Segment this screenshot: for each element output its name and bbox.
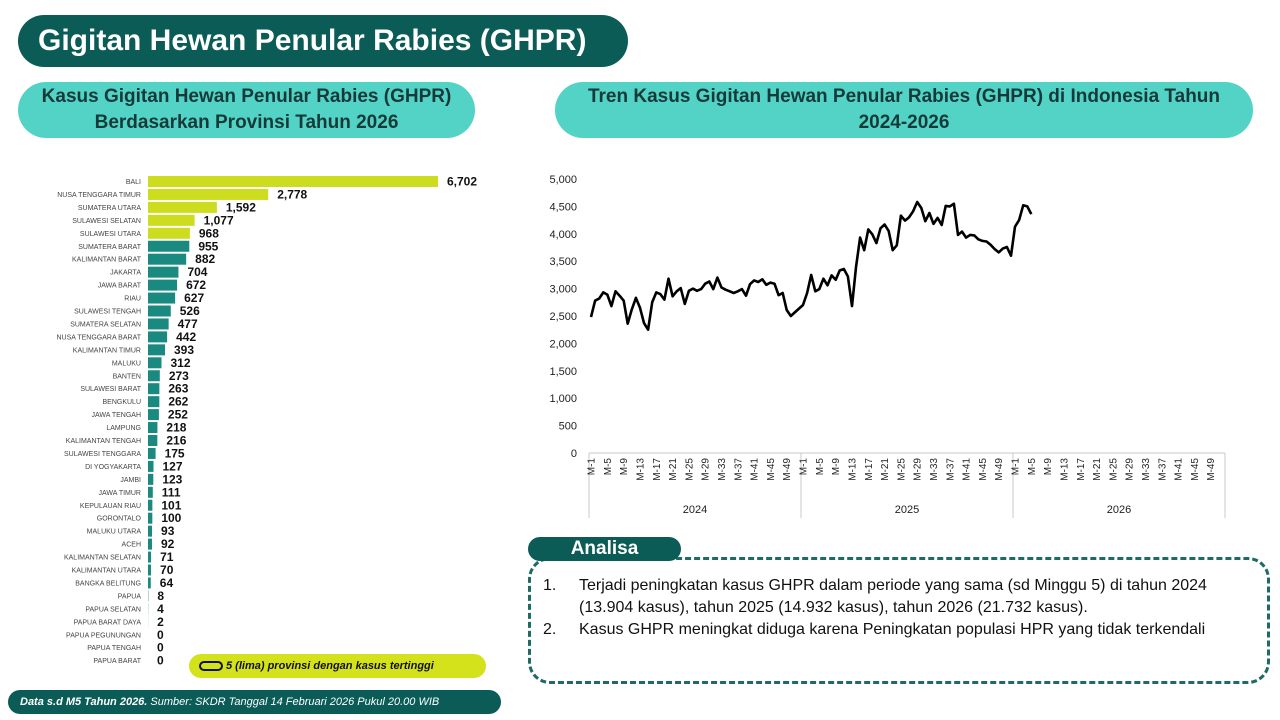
value-label: 1,077 xyxy=(203,213,234,228)
y-tick-label: 2,500 xyxy=(549,311,577,323)
province-label: SUMATERA SELATAN xyxy=(70,321,141,329)
province-bar xyxy=(148,577,151,588)
province-bar xyxy=(148,565,151,576)
page-title: Gigitan Hewan Penular Rabies (GHPR) xyxy=(18,15,628,67)
province-label: PAPUA SELATAN xyxy=(85,606,141,614)
footer-source xyxy=(8,690,501,714)
province-bar xyxy=(148,215,195,226)
footer-data-note: Data s.d M5 Tahun 2026. xyxy=(20,696,148,708)
value-label: 100 xyxy=(161,511,182,526)
value-label: 0 xyxy=(157,653,164,668)
province-bar xyxy=(148,318,169,329)
x-tick-label: M-21 xyxy=(668,458,680,481)
province-label: JAMBI xyxy=(120,476,141,484)
value-label: 526 xyxy=(179,304,200,318)
x-tick-label: M-25 xyxy=(1108,458,1120,481)
year-label: 2025 xyxy=(894,504,920,516)
value-label: 312 xyxy=(170,355,191,370)
province-bar xyxy=(148,176,438,187)
value-label: 627 xyxy=(184,291,205,306)
province-label: SULAWESI SELATAN xyxy=(72,217,141,225)
y-tick-label: 4,000 xyxy=(549,228,577,241)
province-label: SULAWESI TENGAH xyxy=(74,308,141,316)
province-label: KALIMANTAN UTARA xyxy=(71,567,141,575)
trend-line-series xyxy=(591,202,1031,330)
province-label: ACEH xyxy=(121,541,141,549)
legend xyxy=(189,654,486,678)
province-label: KALIMANTAN SELATAN xyxy=(63,554,141,562)
province-bar xyxy=(148,526,152,537)
province-bar xyxy=(148,280,177,291)
province-bar xyxy=(148,254,186,265)
x-tick-label: M-37 xyxy=(1157,458,1169,481)
value-label: 71 xyxy=(160,550,174,565)
trend-line-chart xyxy=(530,160,1250,540)
x-tick-label: M-5 xyxy=(814,458,826,476)
x-tick-label: M-13 xyxy=(635,458,647,481)
x-tick-label: M-21 xyxy=(880,458,892,481)
value-label: 2 xyxy=(157,614,164,629)
province-label: GORONTALO xyxy=(96,515,141,523)
province-label: DI YOGYAKARTA xyxy=(85,463,141,471)
x-tick-label: M-13 xyxy=(1059,458,1071,481)
x-tick-label: M-25 xyxy=(896,458,908,481)
analysis-list xyxy=(543,575,1255,641)
province-bar xyxy=(148,474,153,485)
x-tick-label: M-45 xyxy=(765,458,777,481)
province-label: PAPUA BARAT DAYA xyxy=(73,619,141,627)
value-label: 101 xyxy=(161,498,182,513)
x-tick-label: M-17 xyxy=(863,458,875,481)
province-label: KALIMANTAN BARAT xyxy=(72,256,141,264)
province-bar xyxy=(148,189,268,200)
province-bar xyxy=(148,396,159,407)
value-label: 672 xyxy=(186,278,207,293)
value-label: 393 xyxy=(174,342,195,357)
x-tick-label: M-41 xyxy=(749,458,761,481)
value-label: 70 xyxy=(160,563,174,577)
province-label: NUSA TENGGARA TIMUR xyxy=(57,191,141,199)
x-tick-label: M-29 xyxy=(1124,458,1136,481)
province-label: MALUKU UTARA xyxy=(86,528,141,536)
x-tick-label: M-49 xyxy=(994,458,1006,481)
value-label: 127 xyxy=(162,459,183,474)
x-tick-label: M-45 xyxy=(977,458,989,481)
province-bar xyxy=(148,331,167,342)
province-chart-title: Kasus Gigitan Hewan Penular Rabies (GHPR) Berdasarkan Provinsi Tahun 2026 xyxy=(18,82,475,138)
province-bar xyxy=(148,383,159,394)
province-bar xyxy=(148,293,175,304)
x-tick-label: M-13 xyxy=(847,458,859,481)
x-tick-label: M-21 xyxy=(1092,458,1104,481)
province-bar xyxy=(148,228,190,239)
province-bar xyxy=(148,461,153,472)
value-label: 111 xyxy=(161,485,181,500)
province-label: SUMATERA BARAT xyxy=(78,243,141,251)
value-label: 1,592 xyxy=(225,200,256,215)
province-label: SULAWESI UTARA xyxy=(79,230,141,238)
x-tick-label: M-5 xyxy=(1026,458,1038,476)
province-label: JAWA TIMUR xyxy=(98,489,141,497)
analysis-item-text: Terjadi peningkatan kasus GHPR dalam periode yang sama (sd Minggu 5) di tahun 2024 (13.904 kasus), tahun 2025 (14.932 kasus), tahun 2026 (21.732 kasus). xyxy=(579,577,1207,616)
value-label: 0 xyxy=(157,640,164,655)
province-bar xyxy=(148,370,160,381)
x-tick-label: M-17 xyxy=(651,458,663,481)
province-label: SULAWESI BARAT xyxy=(80,386,141,394)
x-tick-label: M-41 xyxy=(1173,458,1185,481)
value-label: 2,778 xyxy=(277,187,308,202)
x-tick-label: M-37 xyxy=(945,458,957,481)
value-label: 123 xyxy=(162,472,183,487)
province-bar xyxy=(148,357,162,368)
x-tick-label: M-1 xyxy=(798,458,810,476)
value-label: 8 xyxy=(157,588,165,603)
province-label: SULAWESI TENGGARA xyxy=(63,450,141,458)
value-label: 6,702 xyxy=(447,174,478,189)
province-bar xyxy=(148,448,156,459)
x-tick-label: M-9 xyxy=(619,458,631,476)
value-label: 216 xyxy=(166,433,187,448)
value-label: 273 xyxy=(168,368,189,383)
value-label: 4 xyxy=(157,601,164,616)
value-label: 252 xyxy=(167,407,188,422)
province-label: PAPUA PEGUNUNGAN xyxy=(66,632,141,640)
value-label: 175 xyxy=(164,446,185,461)
province-label: BANTEN xyxy=(112,373,141,381)
value-label: 704 xyxy=(187,265,208,280)
province-bar xyxy=(148,539,152,550)
x-tick-label: M-5 xyxy=(602,458,614,476)
y-tick-label: 5,000 xyxy=(549,174,577,186)
value-label: 218 xyxy=(166,420,187,435)
province-bar xyxy=(148,409,159,420)
province-bar xyxy=(148,422,157,433)
province-label: SUMATERA UTARA xyxy=(77,204,141,212)
x-tick-label: M-1 xyxy=(1010,458,1022,476)
legend-swatch xyxy=(199,661,223,671)
value-label: 64 xyxy=(159,575,174,590)
province-bar xyxy=(148,487,153,498)
province-bar xyxy=(148,552,151,563)
trend-chart-title: Tren Kasus Gigitan Hewan Penular Rabies (GHPR) di Indonesia Tahun 2024-2026 xyxy=(555,82,1253,138)
province-label: PAPUA TENGAH xyxy=(87,645,141,653)
province-bar xyxy=(148,513,152,524)
province-label: LAMPUNG xyxy=(106,425,141,433)
y-tick-label: 1,500 xyxy=(549,365,577,378)
province-label: BANGKA BELITUNG xyxy=(75,580,141,588)
province-label: RIAU xyxy=(124,295,141,303)
y-tick-label: 0 xyxy=(570,448,577,460)
value-label: 442 xyxy=(176,329,197,344)
province-bar xyxy=(148,306,171,317)
value-label: 0 xyxy=(157,627,164,642)
analysis-item-number: 2. xyxy=(543,621,557,638)
legend-text: 5 (lima) provinsi dengan kasus tertinggi xyxy=(226,660,434,672)
province-label: KALIMANTAN TIMUR xyxy=(72,347,141,355)
province-label: JAKARTA xyxy=(110,269,141,277)
y-tick-label: 500 xyxy=(558,420,577,433)
x-tick-label: M-33 xyxy=(1141,458,1152,481)
province-label: NUSA TENGGARA BARAT xyxy=(56,334,141,342)
y-tick-label: 1,000 xyxy=(549,393,577,406)
value-label: 263 xyxy=(168,381,189,396)
province-bar-chart xyxy=(0,170,520,690)
x-tick-label: M-1 xyxy=(586,458,598,476)
x-tick-label: M-45 xyxy=(1189,458,1201,481)
analysis-item-text: Kasus GHPR meningkat diduga karena Peningkatan populasi HPR yang tidak terkendali xyxy=(579,621,1206,638)
y-tick-label: 3,000 xyxy=(549,283,577,296)
x-tick-label: M-33 xyxy=(717,458,728,481)
year-label: 2026 xyxy=(1106,504,1132,516)
province-bar xyxy=(148,500,152,511)
province-bar xyxy=(148,267,178,278)
x-tick-label: M-49 xyxy=(782,458,794,481)
footer-source-text: Sumber: SKDR Tanggal 14 Februari 2026 Pukul 20.00 WIB xyxy=(150,696,440,708)
province-label: BALI xyxy=(125,179,141,186)
province-label: KEPULAUAN RIAU xyxy=(79,502,141,510)
province-label: JAWA BARAT xyxy=(97,282,141,290)
province-bar xyxy=(148,344,165,355)
province-bar xyxy=(148,241,189,252)
value-label: 955 xyxy=(198,239,219,254)
value-label: 262 xyxy=(168,394,189,409)
x-tick-label: M-29 xyxy=(700,458,712,481)
x-tick-label: M-9 xyxy=(831,458,843,476)
x-tick-label: M-29 xyxy=(912,458,924,481)
province-label: BENGKULU xyxy=(102,399,141,407)
x-tick-label: M-17 xyxy=(1075,458,1087,481)
analysis-item-number: 1. xyxy=(543,577,557,594)
x-tick-label: M-9 xyxy=(1043,458,1055,476)
x-tick-label: M-25 xyxy=(684,458,696,481)
x-tick-label: M-41 xyxy=(961,458,973,481)
analysis-title: Analisa xyxy=(528,537,681,561)
y-tick-label: 2,000 xyxy=(549,338,577,351)
year-label: 2024 xyxy=(682,504,708,516)
value-label: 882 xyxy=(195,252,216,267)
x-tick-label: M-37 xyxy=(733,458,745,481)
x-tick-label: M-49 xyxy=(1206,458,1218,481)
province-label: MALUKU xyxy=(111,360,141,368)
y-tick-label: 4,500 xyxy=(549,201,577,214)
value-label: 968 xyxy=(198,226,219,241)
x-tick-label: M-33 xyxy=(929,458,940,481)
province-bar xyxy=(148,435,157,446)
analysis-item xyxy=(543,575,1255,619)
y-tick-label: 3,500 xyxy=(549,256,577,269)
province-bar xyxy=(148,202,217,213)
province-label: PAPUA xyxy=(117,593,141,601)
analysis-item xyxy=(543,619,1255,641)
province-label: PAPUA BARAT xyxy=(93,658,141,666)
value-label: 477 xyxy=(177,316,198,331)
province-label: KALIMANTAN TENGAH xyxy=(65,438,141,445)
province-label: JAWA TENGAH xyxy=(91,412,141,420)
value-label: 93 xyxy=(161,524,175,539)
value-label: 92 xyxy=(160,537,175,552)
